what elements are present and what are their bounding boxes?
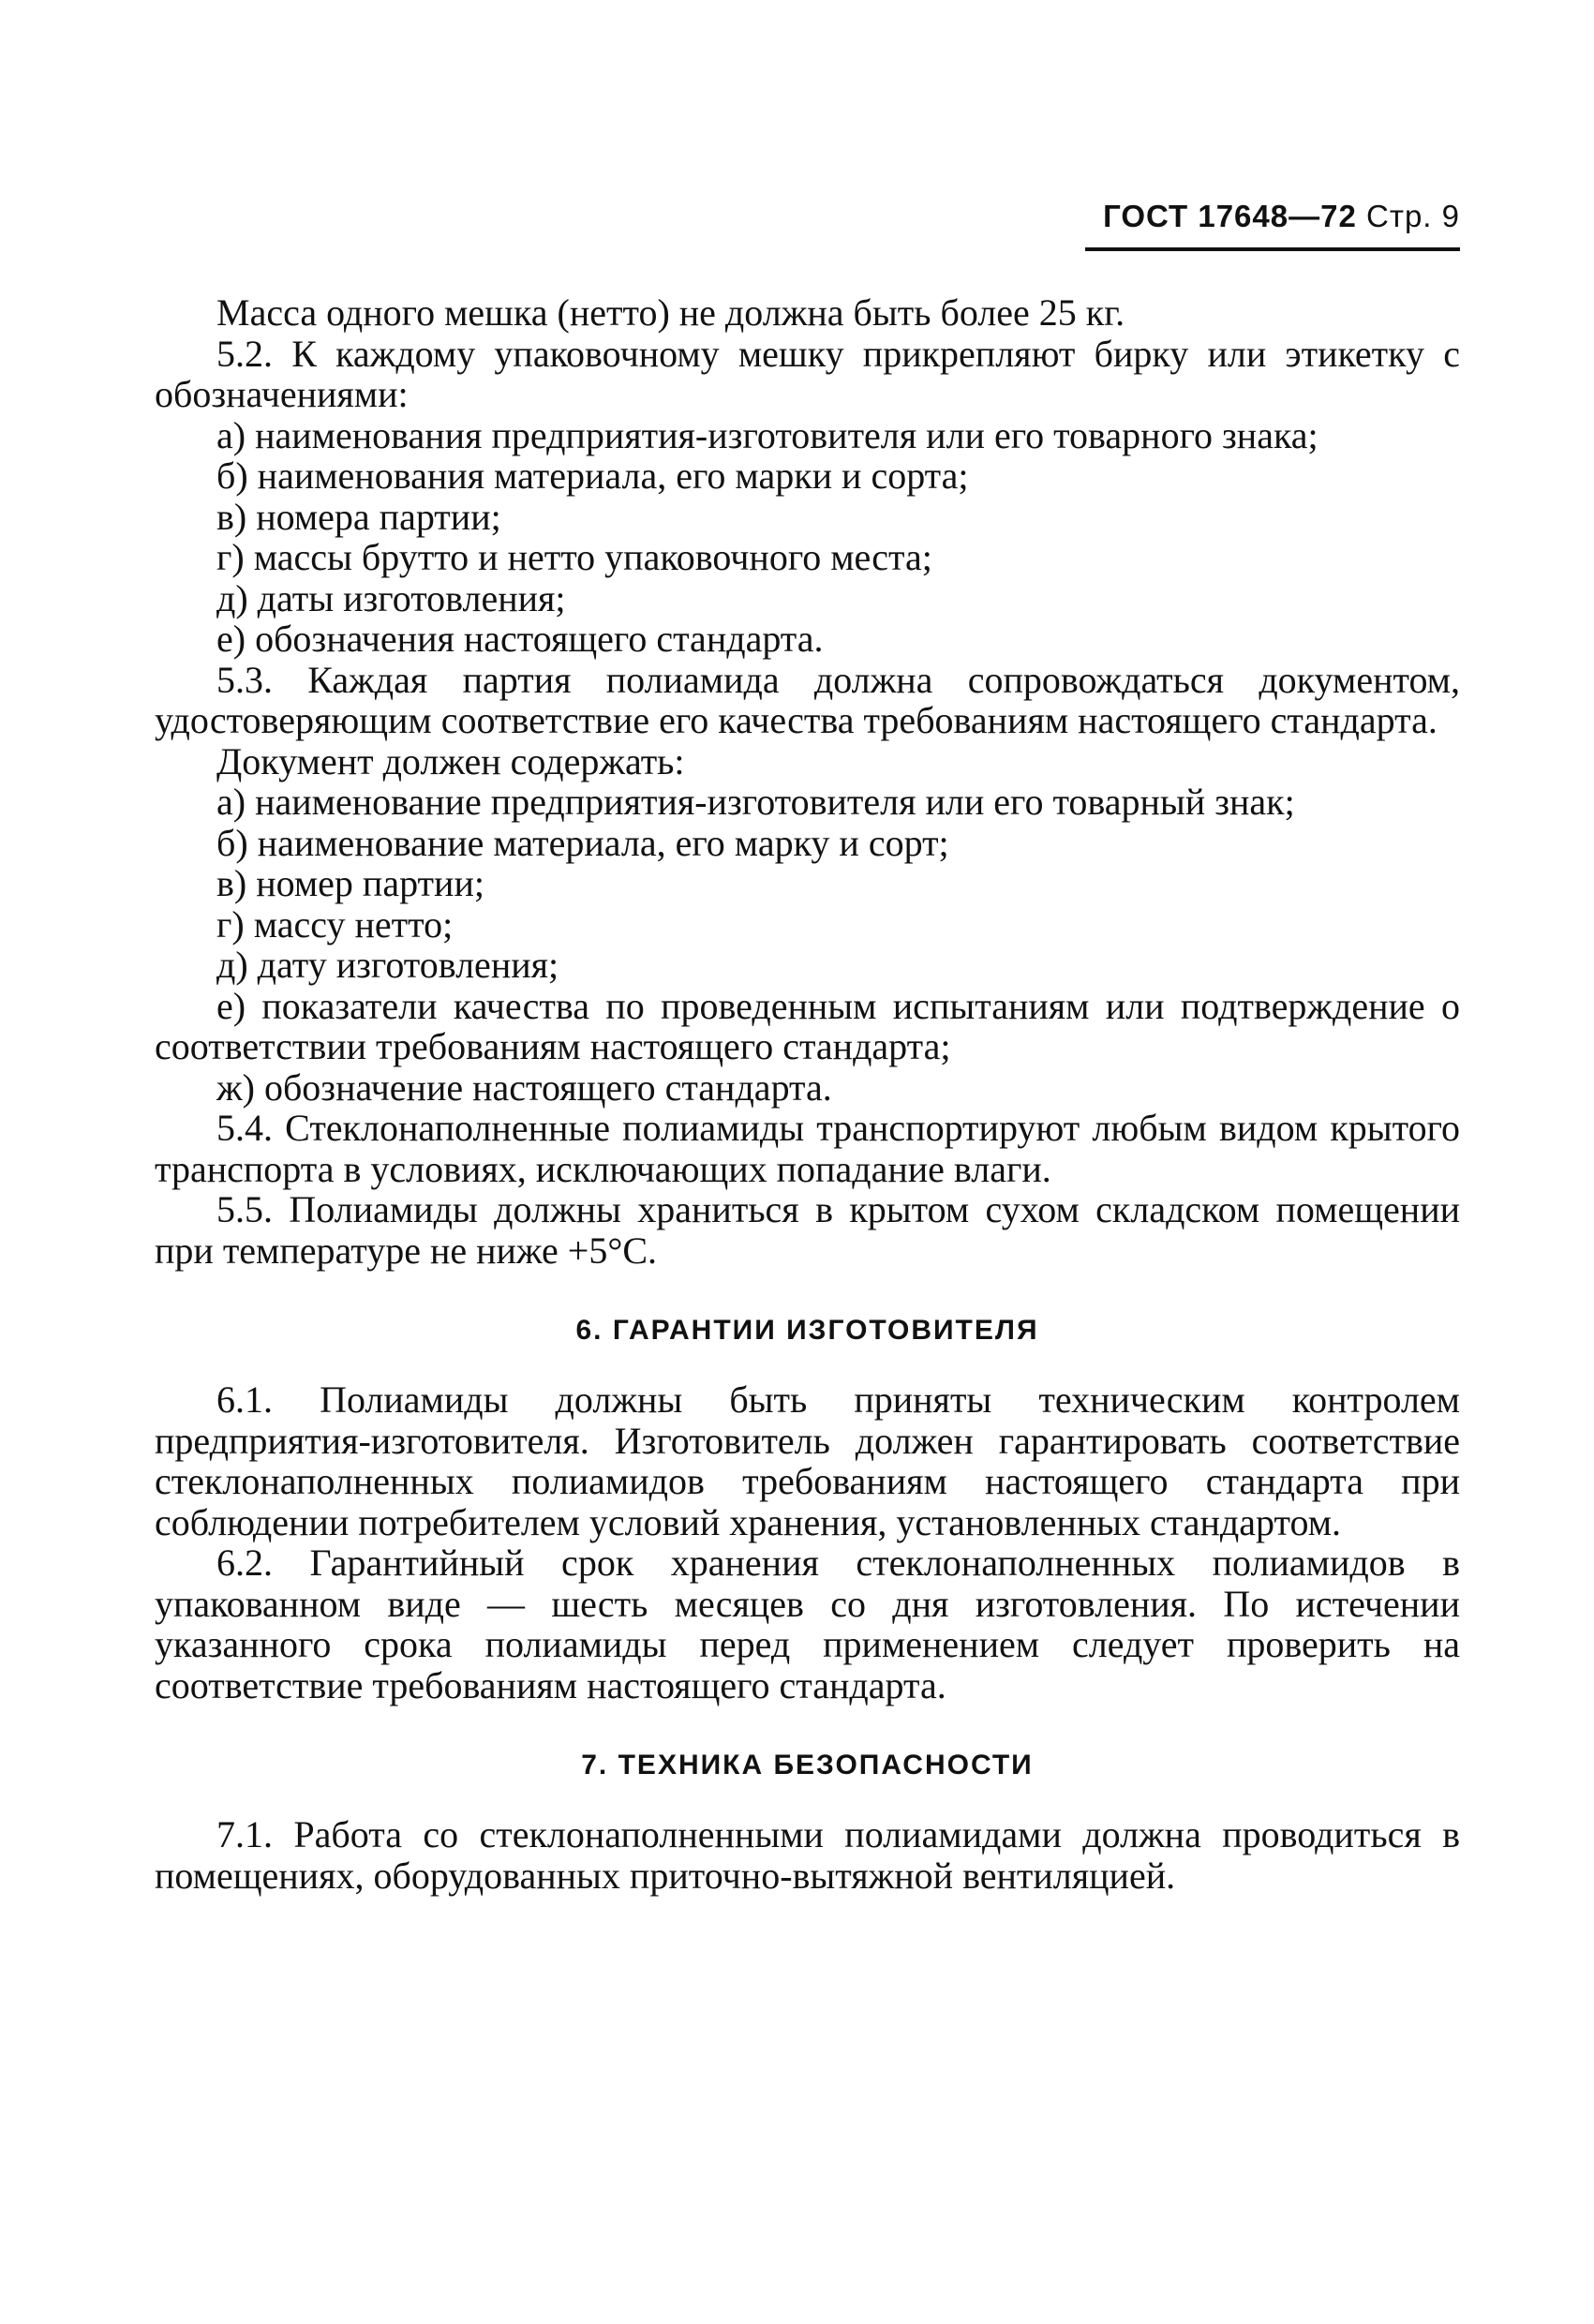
section-heading: 6. ГАРАНТИИ ИЗГОТОВИТЕЛЯ [575,1315,1039,1346]
paragraph: Документ должен содержать: [216,739,685,782]
paragraph: 5.2. К каждому упаковочному мешку прикрепляют бирку или этикетку с обозначениями: [155,332,1460,415]
paragraph: 6.1. Полиамиды должны быть приняты техническим контролем предприятия-изготовителя. Изготовитель должен гарантировать соответствие стеклонаполненных полиамидов требованиям настоящего стандарта при соблюдении потребителем условий хранения, установленных стандартом. [155,1378,1460,1543]
list-item: е) показатели качества по проведенным испытаниям или подтверждение о соответствии требованиям настоящего стандарта; [155,984,1460,1067]
page-number: Стр. 9 [1366,199,1460,233]
page-header [1085,199,1460,251]
section-heading: 7. ТЕХНИКА БЕЗОПАСНОСТИ [581,1750,1034,1780]
paragraph: 5.4. Стеклонаполненные полиамиды транспортируют любым видом крытого транспорта в условиях, исключающих попадание влаги. [155,1107,1460,1190]
list-item: ж) обозначение настоящего стандарта. [216,1065,832,1109]
list-item: е) обозначения настоящего стандарта. [216,618,824,660]
list-item: в) номер партии; [216,862,484,904]
standard-number: ГОСТ 17648—72 [1103,199,1357,233]
paragraph: 5.5. Полиамиды должны храниться в крытом сухом складском помещении при температуре не ниже +5°С. [155,1188,1460,1272]
list-item: г) массы брутто и нетто упаковочного места; [216,536,932,578]
list-item: д) даты изготовления; [216,576,566,619]
list-item: а) наименования предприятия-изготовителя или его товарного знака; [216,413,1318,456]
paragraph: Масса одного мешка (нетто) не должна быть более 25 кг. [216,291,1125,334]
list-item: б) наименование материала, его марку и сорт; [216,821,949,864]
list-item: б) наименования материала, его марки и сорта; [216,454,969,497]
list-item: а) наименование предприятия-изготовителя или его товарный знак; [216,781,1295,823]
list-item: д) дату изготовления; [216,944,559,986]
paragraph: 7.1. Работа со стеклонаполненными полиамидами должна проводиться в помещениях, оборудованных приточно-вытяжной вентиляцией. [155,1813,1460,1897]
list-item: г) массу нетто; [216,902,454,946]
paragraph: 5.3. Каждая партия полиамида должна сопровождаться документом, удостоверяющим соответствие его качества требованиям настоящего стандарта. [155,658,1460,741]
paragraph: 6.2. Гарантийный срок хранения стеклонаполненных полиамидов в упакованном виде — шесть месяцев со дня изготовления. По истечении указанного срока полиамиды перед применением следует проверить на соответствие требованиям настоящего стандарта. [155,1542,1460,1706]
document-body [155,292,1460,1896]
list-item: в) номера партии; [216,495,501,538]
